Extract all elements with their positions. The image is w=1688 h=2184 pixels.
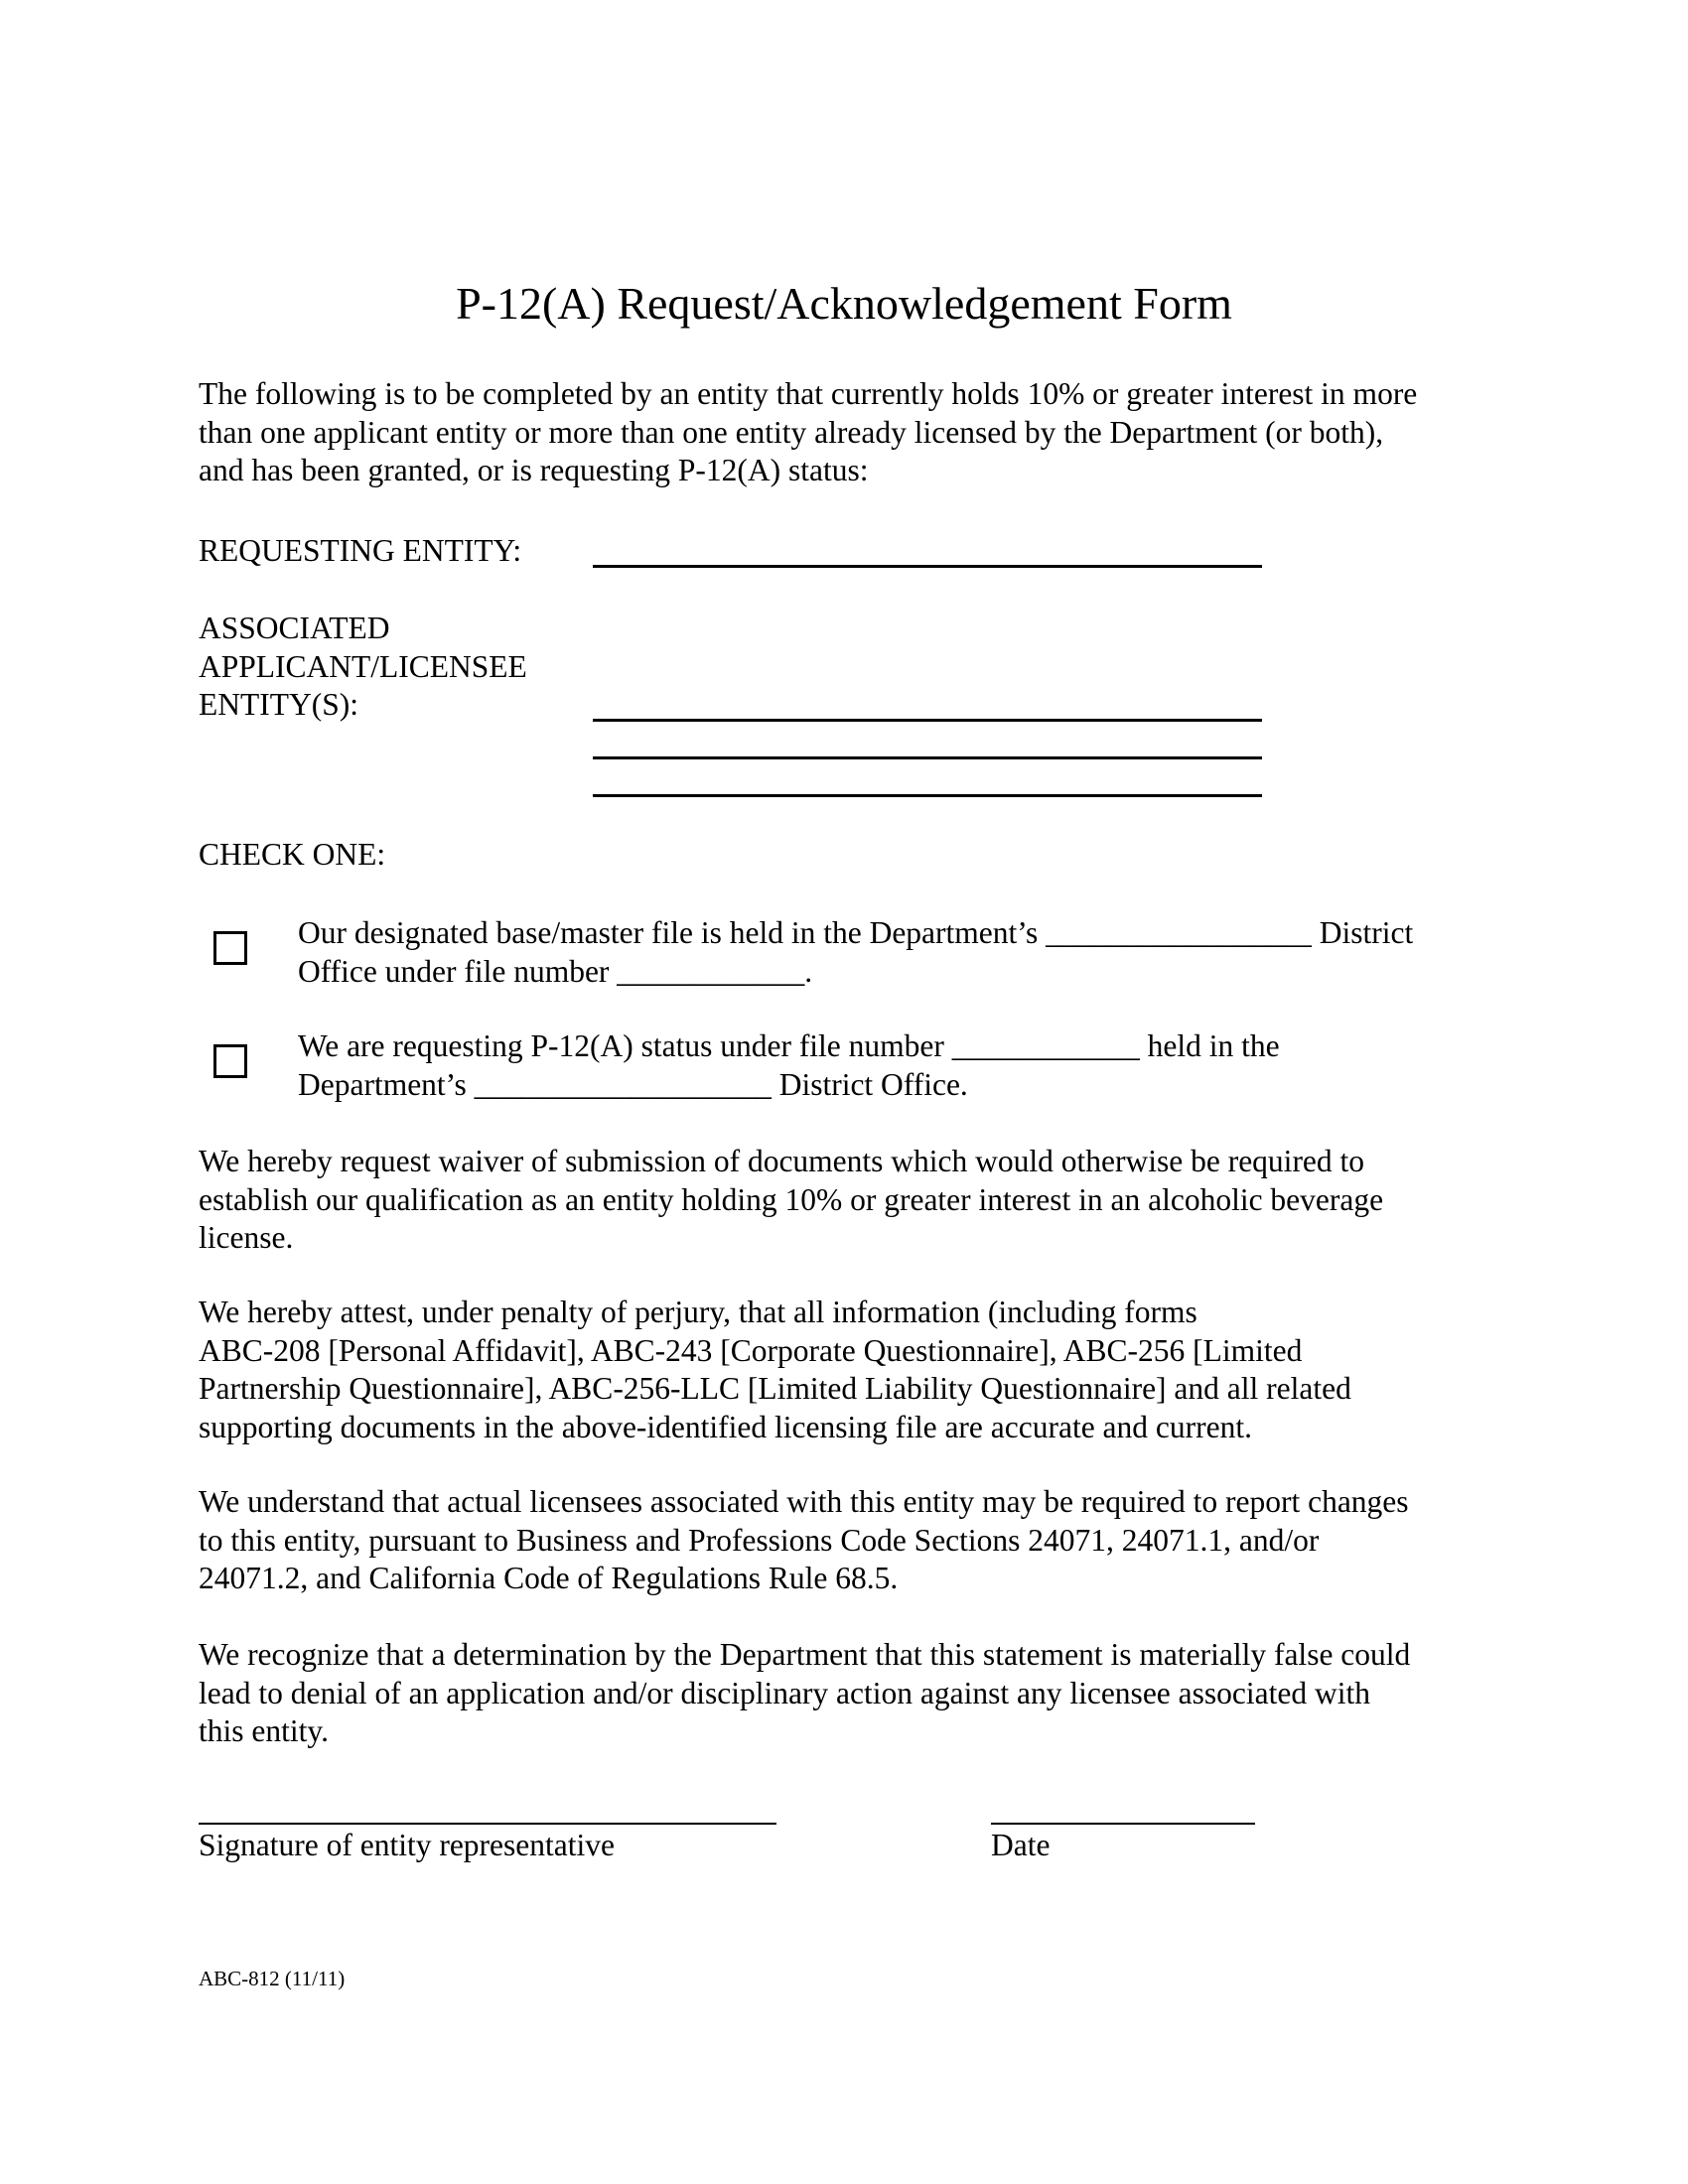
option-1-text: Our designated base/master file is held in the Department’s _________________ District Office under file number ____________. [298, 915, 1414, 989]
understand-paragraph: We understand that actual licensees associated with this entity may be required to report changes to this entity, pursuant to Business and Professions Code Sections 24071, 24071.1, and/or 24071.2, and California Code of Regulations Rule 68.5. [199, 1484, 1409, 1595]
requesting-entity-label: REQUESTING ENTITY: [199, 533, 522, 568]
signature-label: Signature of entity representative [199, 1828, 615, 1862]
date-label: Date [991, 1828, 1051, 1862]
option-1-checkbox[interactable] [213, 931, 247, 965]
form-title: P-12(A) Request/Acknowledgement Form [456, 278, 1232, 329]
attest-paragraph: We hereby attest, under penalty of perjury, that all information (including forms ABC-208 [Personal Affidavit], ABC-243 [Corporate Questionnaire], ABC-256 [Limited Partnership Questionnaire], ABC-256-LLC [Limited Liability Questionnaire] and all related supporting documents in the above-identified licensing file are accurate and current. [199, 1295, 1351, 1444]
date-line[interactable] [991, 1823, 1255, 1825]
associated-entity-field-2[interactable] [593, 756, 1262, 759]
check-one-label: CHECK ONE: [199, 837, 386, 872]
associated-entity-field-1[interactable] [593, 719, 1262, 722]
associated-entity-field-3[interactable] [593, 794, 1262, 797]
requesting-entity-field[interactable] [593, 565, 1262, 568]
associated-entities-label: ASSOCIATED APPLICANT/LICENSEE ENTITY(S): [199, 611, 527, 722]
intro-paragraph: The following is to be completed by an entity that currently holds 10% or greater interest in more than one applicant entity or more than one entity already licensed by the Department (or both), and has been granted, or is requesting P-12(A) status: [199, 376, 1418, 487]
recognize-paragraph: We recognize that a determination by the Department that this statement is materially false could lead to denial of an application and/or disciplinary action against any licensee associated with this entity. [199, 1637, 1411, 1748]
waiver-paragraph: We hereby request waiver of submission of documents which would otherwise be required to establish our qualification as an entity holding 10% or greater interest in an alcoholic beverage license. [199, 1144, 1384, 1255]
signature-line[interactable] [199, 1823, 776, 1825]
option-2-text: We are requesting P-12(A) status under file number ____________ held in the Department’s ___________________ District Office. [298, 1028, 1280, 1102]
option-2-checkbox[interactable] [213, 1044, 247, 1078]
form-number: ABC-812 (11/11) [199, 1967, 346, 1990]
